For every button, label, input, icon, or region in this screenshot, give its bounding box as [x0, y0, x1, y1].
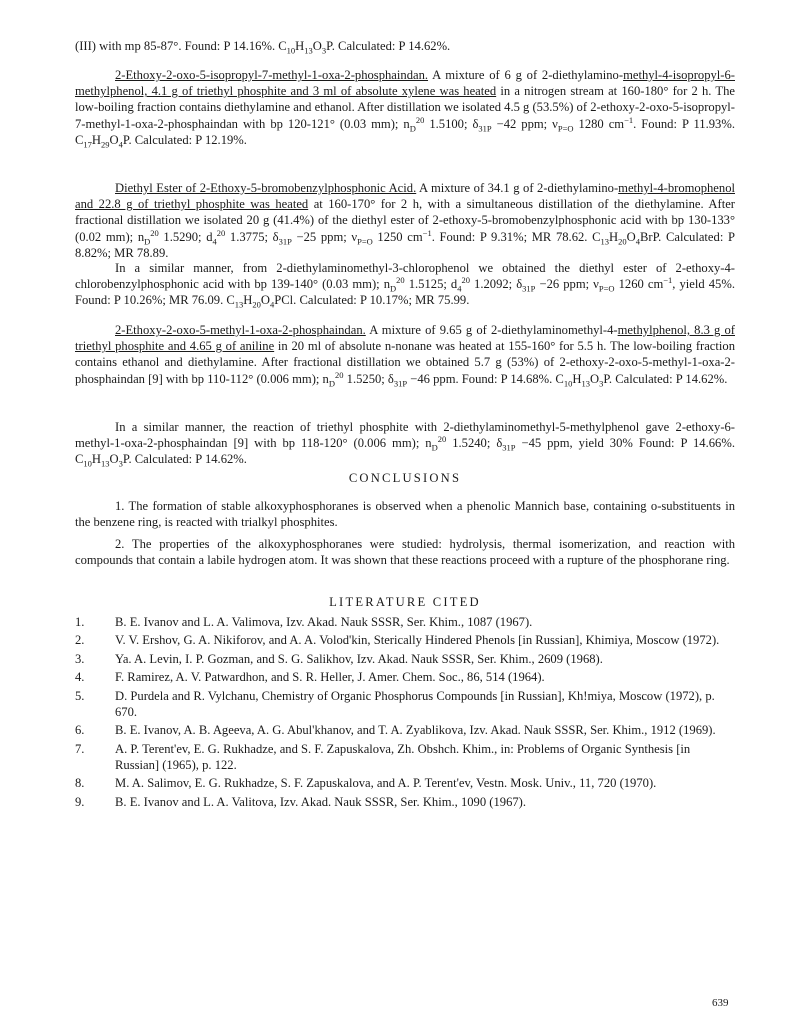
page-number: 639 [712, 997, 729, 1009]
reference-text: D. Purdela and R. Vylchanu, Chemistry of Organic Phosphorus Compounds [in Russian], Kh!miya, Moscow (1972), p. 670. [115, 688, 715, 719]
body-paragraph-1: (III) with mp 85-87°. Found: P 14.16%. $C_{10}H_{13}O_3P$. Calculated: P 14.62%. [75, 39, 451, 56]
reference-text: V. V. Ershov, G. A. Nikiforov, and A. A. Volod'kin, Sterically Hindered Phenols [in Russian], Khimiya, Moscow (1972). [115, 633, 720, 648]
reference-text: M. A. Salimov, E. G. Rukhadze, S. F. Zapuskalova, and A. P. Terent'ev, Vestn. Mosk. Univ., 11, 720 (1970). [115, 776, 657, 791]
reference-number: 5. [75, 688, 85, 703]
reference-number: 3. [75, 651, 85, 666]
body-paragraph-4: In a similar manner, from 2-diethylaminomethyl-3-chlorophenol we obtained the diethyl ester of 2-ethoxy-4-chlorobenzylphosphonic acid with bp 139-140° (0.03 mm); $n_D^{20}$ 1.5125; $d_4^{20}$ 1.2092; $\delta_{31P} -26$ ppm; $\nu_{P=O}$ 1260 $cm^{-1}$, yield 45%. Found: P 10.26%; MR 76.09. $C_{13}H_{20}O_4PCl$. Calculated: P 10.17%; MR 75.99. [75, 261, 735, 310]
reference-text: A. P. Terent'ev, E. G. Rukhadze, and S. F. Zapuskalova, Zh. Obshch. Khim., in: Problems of Organic Synthesis [in Russian] (1965), p. 122. [115, 741, 691, 772]
reference-item [75, 775, 735, 791]
reference-text: Ya. A. Levin, I. P. Gozman, and S. G. Salikhov, Izv. Akad. Nauk SSSR, Ser. Khim., 2609 (1968). [115, 651, 603, 666]
body-paragraph-5: 2-Ethoxy-2-oxo-5-methyl-1-oxa-2-phosphaindan. A mixture of 9.65 g of 2-diethylaminomethyl-4-methylphenol, 8.3 g of triethyl phosphite and 4.65 g of aniline in 20 ml of absolute n-nonane was heated at 155-160° for 5.5 h. The low-boiling fraction contains ethanol and diethylamine. After fractional distillation we obtained 5.7 g (53%) of 2-ethoxy-2-oxo-5-methyl-1-oxa-2-phosphaindan [9] with bp 110-112° (0.006 mm); $n_D^{20}$ 1.5250; $\delta_{31P} -46$ ppm. Found: P 14.68%. $C_{10}H_{13}O_3P$. Calculated: P 14.62%. [75, 323, 735, 389]
reference-item [75, 632, 735, 648]
literature-cited-heading: LITERATURE CITED [329, 595, 481, 609]
conclusions-heading: CONCLUSIONS [348, 471, 462, 485]
conclusion-1: 1. The formation of stable alkoxyphosphoranes is observed when a phenolic Mannich base, containing o-substituents in the benzene ring, is reacted with trialkyl phosphites. [75, 499, 735, 530]
reference-number: 7. [75, 741, 85, 756]
reference-text: B. E. Ivanov and L. A. Valitova, Izv. Akad. Nauk SSSR, Ser. Khim., 1090 (1967). [115, 794, 527, 809]
reference-item [75, 614, 735, 630]
reference-number: 1. [75, 615, 85, 629]
body-paragraph-2: 2-Ethoxy-2-oxo-5-isopropyl-7-methyl-1-oxa-2-phosphaindan. A mixture of 6 g of 2-diethylamino-methyl-4-isopropyl-6-methylphenol, 4.1 g of triethyl phosphite and 3 ml of absolute xylene was heated in a nitrogen stream at 160-180° for 2 h. The low-boiling fraction contains diethylamine and ethanol. After distillation we isolated 4.5 g (53.5%) of 2-ethoxy-2-oxo-5-isopropyl-7-methyl-1-oxa-2-phosphaindan with bp 120-121° (0.03 mm); $n_D^{20}$ 1.5100; $\delta_{31P} -42$ ppm; $\nu_{P=O}$ 1280 $cm^{-1}$. Found: P 11.93%. $C_{17}H_{29}O_4P$. Calculated: P 12.19%. [75, 68, 735, 150]
reference-item [75, 651, 735, 667]
conclusion-2: 2. The properties of the alkoxyphosphoranes were studied: hydrolysis, thermal isomerization, and reaction with compounds that contain a labile hydrogen atom. It was shown that these reactions proceed with a rupture of the phosphorane ring. [75, 537, 735, 568]
reference-number: 8. [75, 776, 85, 791]
reference-item [75, 794, 735, 810]
body-paragraph-3: Diethyl Ester of 2-Ethoxy-5-bromobenzylphosphonic Acid. A mixture of 34.1 g of 2-diethylamino-methyl-4-bromophenol and 22.8 g of triethyl phosphite was heated at 160-170° for 2 h, with a simultaneous distillation of the diethylamine. After fractional distillation we isolated 20 g (41.4%) of the diethyl ester of 2-ethoxy-5-bromobenzylphosphonic acid with bp 130-133° (0.02 mm); $n_D^{20}$ 1.5290; $d_4^{20}$ 1.3775; $\delta_{31P} -25$ ppm; $\nu_{P=O}$ 1250 $cm^{-1}$. Found: P 9.31%; MR 78.62. $C_{13}H_{20}O_4BrP$. Calculated: P 8.82%; MR 78.89. [75, 181, 736, 260]
reference-text: B. E. Ivanov and L. A. Valimova, Izv. Akad. Nauk SSSR, Ser. Khim., 1087 (1967). [115, 615, 533, 629]
reference-list [75, 614, 735, 812]
reference-item [75, 741, 735, 773]
reference-item [75, 722, 735, 738]
reference-number: 4. [75, 670, 85, 685]
reference-item [75, 669, 735, 685]
reference-number: 9. [75, 794, 85, 809]
reference-number: 6. [75, 723, 85, 738]
body-paragraph-6: In a similar manner, the reaction of triethyl phosphite with 2-diethylaminomethyl-5-methylphenol gave 2-ethoxy-6-methyl-1-oxa-2-phosphaindan [9] with bp 118-120° (0.006 mm); $n_D^{20}$ 1.5240; $\delta_{31P} -45$ ppm, yield 30% Found: P 14.66%. $C_{10}H_{13}O_3P$. Calculated: P 14.62%. [75, 420, 735, 469]
reference-text: B. E. Ivanov, A. B. Ageeva, A. G. Abul'khanov, and T. A. Zyablikova, Izv. Akad. Nauk SSSR, Ser. Khim., 1912 (1969). [115, 723, 716, 738]
reference-text: F. Ramirez, A. V. Patwardhon, and S. R. Heller, J. Amer. Chem. Soc., 86, 514 (1964). [115, 670, 545, 685]
reference-item [75, 688, 735, 720]
reference-number: 2. [75, 633, 85, 648]
